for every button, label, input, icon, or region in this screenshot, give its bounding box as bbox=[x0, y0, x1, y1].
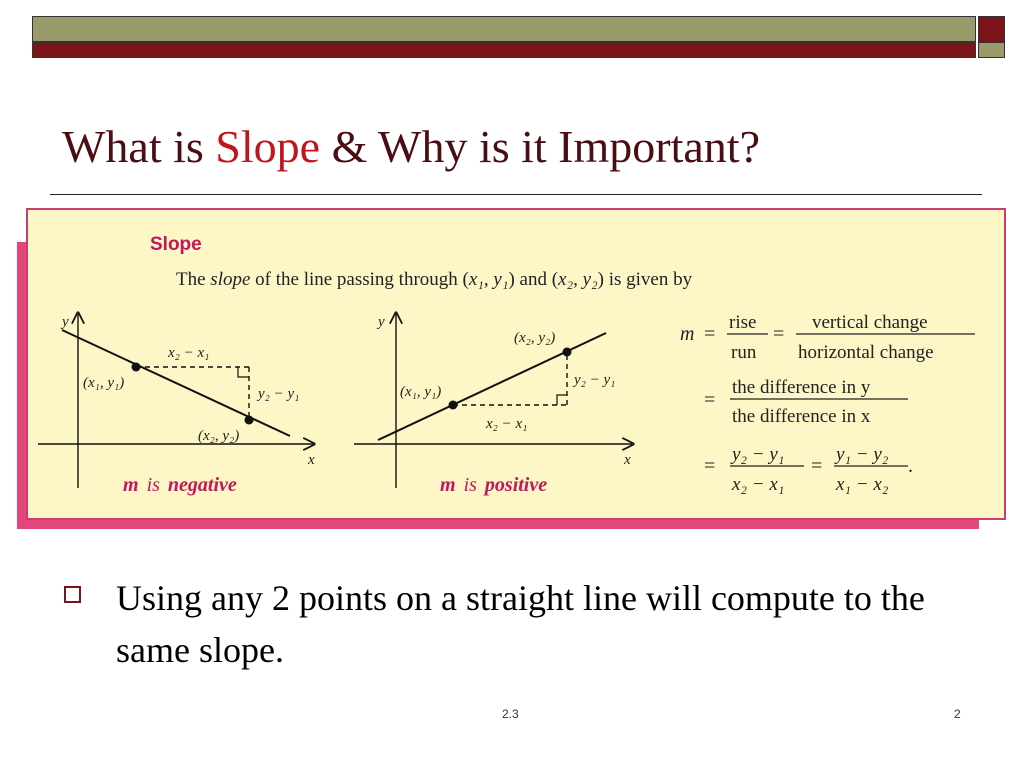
formula-diff-y: the difference in y bbox=[732, 377, 871, 398]
hollow-square-bullet-icon bbox=[64, 586, 81, 603]
formula-eq-4: = bbox=[704, 455, 716, 477]
title-accent: Slope bbox=[215, 121, 321, 172]
figure-panel bbox=[26, 208, 1006, 520]
formula-rise: rise bbox=[729, 312, 757, 333]
slope-formula bbox=[680, 312, 975, 495]
neg-dy-label: y₂ − y₁ bbox=[258, 386, 300, 402]
footer-page-number: 2 bbox=[954, 707, 961, 721]
pos-dx-label: x₂ − x₁ bbox=[486, 416, 528, 432]
pos-x-axis-label: x bbox=[624, 452, 631, 468]
formula-m: m bbox=[680, 323, 695, 345]
title-divider bbox=[50, 194, 982, 195]
title-post: & Why is it Important? bbox=[320, 121, 760, 172]
figure-heading: Slope bbox=[150, 234, 202, 255]
neg-p1-label: (x₁, y₁) bbox=[83, 375, 125, 391]
slope-figure bbox=[28, 210, 1004, 518]
pos-point-2 bbox=[563, 348, 572, 357]
formula-period: . bbox=[908, 455, 913, 477]
formula-den-1: x₂ − x₁ bbox=[732, 474, 785, 495]
formula-run: run bbox=[731, 342, 757, 363]
formula-eq-5: = bbox=[811, 455, 823, 477]
graph-negative bbox=[38, 314, 315, 496]
bar-maroon bbox=[32, 42, 976, 58]
neg-y-axis-label: y bbox=[62, 314, 69, 330]
footer-section: 2.3 bbox=[502, 707, 519, 721]
formula-num-1: y₂ − y₁ bbox=[732, 444, 785, 465]
top-decorative-bar bbox=[32, 16, 1005, 58]
graph-positive bbox=[354, 314, 632, 496]
pos-caption: m is positive bbox=[440, 474, 548, 496]
formula-num-2: y₁ − y₂ bbox=[836, 444, 889, 465]
title-pre: What is bbox=[62, 121, 216, 172]
figure-intro: The slope of the line passing through (x₁, y₁) and (x₂, y₂) is given by bbox=[176, 269, 693, 290]
formula-den-2: x₁ − x₂ bbox=[836, 474, 889, 495]
neg-p2-label: (x₂, y₂) bbox=[198, 428, 240, 444]
pos-p1-label: (x₁, y₁) bbox=[400, 384, 442, 400]
neg-point-2 bbox=[245, 416, 254, 425]
neg-x-axis-label: x bbox=[308, 452, 315, 468]
bullet-text: Using any 2 points on a straight line will compute to the same slope. bbox=[116, 578, 925, 671]
formula-eq-1: = bbox=[704, 323, 716, 345]
bar-olive bbox=[32, 16, 976, 42]
formula-eq-3: = bbox=[704, 389, 716, 411]
neg-dx-label: x₂ − x₁ bbox=[168, 345, 210, 361]
bar-square-maroon bbox=[978, 16, 1005, 42]
bar-square-olive bbox=[978, 42, 1005, 58]
formula-vertical-change: vertical change bbox=[812, 312, 928, 333]
formula-horizontal-change: horizontal change bbox=[798, 342, 934, 363]
neg-point-1 bbox=[132, 363, 141, 372]
pos-dy-label: y₂ − y₁ bbox=[574, 372, 616, 388]
slide-title bbox=[62, 122, 760, 173]
pos-p2-label: (x₂, y₂) bbox=[514, 330, 556, 346]
neg-caption: m is negative bbox=[123, 474, 237, 496]
pos-y-axis-label: y bbox=[378, 314, 385, 330]
formula-diff-x: the difference in x bbox=[732, 406, 871, 427]
pos-point-1 bbox=[449, 401, 458, 410]
formula-eq-2: = bbox=[773, 323, 785, 345]
